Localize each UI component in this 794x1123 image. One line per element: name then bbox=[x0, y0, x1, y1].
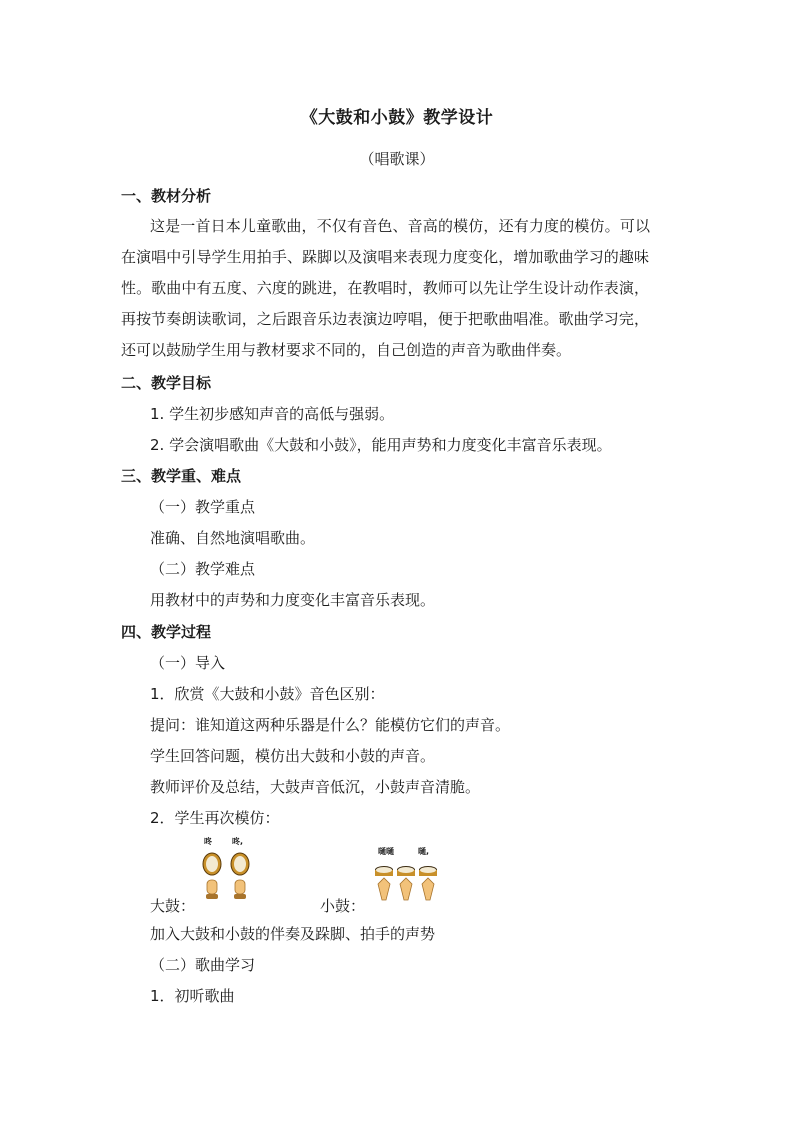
section-heading-key-points: 三、教学重、难点 bbox=[121, 467, 242, 485]
difficulty-text: 用教材中的声势和力度变化丰富音乐表现。 bbox=[150, 591, 436, 609]
document-subtitle: （唱歌课） bbox=[359, 150, 435, 168]
step-line: 1．欣赏《大鼓和小鼓》音色区别： bbox=[150, 685, 385, 703]
summary-line: 教师评价及总结，大鼓声音低沉，小鼓声音清脆。 bbox=[150, 778, 481, 796]
step-line: 1．初听歌曲 bbox=[150, 987, 235, 1005]
small-drum-sound-2: 嗵, bbox=[418, 847, 430, 856]
accompaniment-line: 加入大鼓和小鼓的伴奏及跺脚、拍手的声势 bbox=[150, 925, 436, 943]
goal-item: 2. 学会演唱歌曲《大鼓和小鼓》，能用声势和力度变化丰富音乐表现。 bbox=[150, 436, 612, 454]
section-heading-materials: 一、教材分析 bbox=[121, 187, 212, 205]
key-point-text: 准确、自然地演唱歌曲。 bbox=[150, 529, 316, 547]
small-drum-sound-1: 嗵嗵 bbox=[378, 847, 394, 856]
big-drum-icon bbox=[203, 853, 249, 875]
paragraph-line: 这是一首日本儿童歌曲，不仅有音色、音高的模仿，还有力度的模仿。可以 bbox=[150, 217, 650, 235]
paragraph-line: 再按节奏朗读歌词，之后跟音乐边表演边哼唱，便于把歌曲唱准。歌曲学习完， bbox=[121, 310, 649, 328]
small-drum-icon bbox=[375, 866, 437, 876]
big-drum-label: 大鼓： bbox=[150, 897, 196, 915]
goal-item: 1. 学生初步感知声音的高低与强弱。 bbox=[150, 405, 395, 423]
subheading-song-learning: （二）歌曲学习 bbox=[150, 956, 256, 974]
subheading-difficulty: （二）教学难点 bbox=[150, 560, 256, 578]
small-drum-label: 小鼓： bbox=[320, 897, 366, 915]
step-line: 2．学生再次模仿： bbox=[150, 809, 280, 827]
stomping-feet-icon bbox=[206, 880, 246, 899]
subheading-key: （一）教学重点 bbox=[150, 498, 256, 516]
section-heading-goals: 二、教学目标 bbox=[121, 374, 212, 392]
answer-line: 学生回答问题，模仿出大鼓和小鼓的声音。 bbox=[150, 747, 436, 765]
big-drum-illustration bbox=[198, 834, 262, 908]
big-drum-sound-2: 咚, bbox=[232, 837, 244, 846]
paragraph-line: 在演唱中引导学生用拍手、跺脚以及演唱来表现力度变化，增加歌曲学习的趣味 bbox=[121, 248, 649, 266]
paragraph-line: 还可以鼓励学生用与教材要求不同的，自己创造的声音为歌曲伴奏。 bbox=[121, 341, 572, 359]
document-title: 《大鼓和小鼓》教学设计 bbox=[300, 108, 494, 128]
paragraph-line: 性。歌曲中有五度、六度的跳进，在教唱时，教师可以先让学生设计动作表演， bbox=[121, 279, 649, 297]
section-heading-process: 四、教学过程 bbox=[121, 623, 212, 641]
small-drum-illustration bbox=[372, 834, 442, 908]
subheading-intro: （一）导入 bbox=[150, 654, 226, 672]
question-line: 提问：谁知道这两种乐器是什么？能模仿它们的声音。 bbox=[150, 716, 511, 734]
big-drum-sound-1: 咚 bbox=[204, 837, 212, 846]
clapping-hands-icon bbox=[378, 878, 434, 900]
